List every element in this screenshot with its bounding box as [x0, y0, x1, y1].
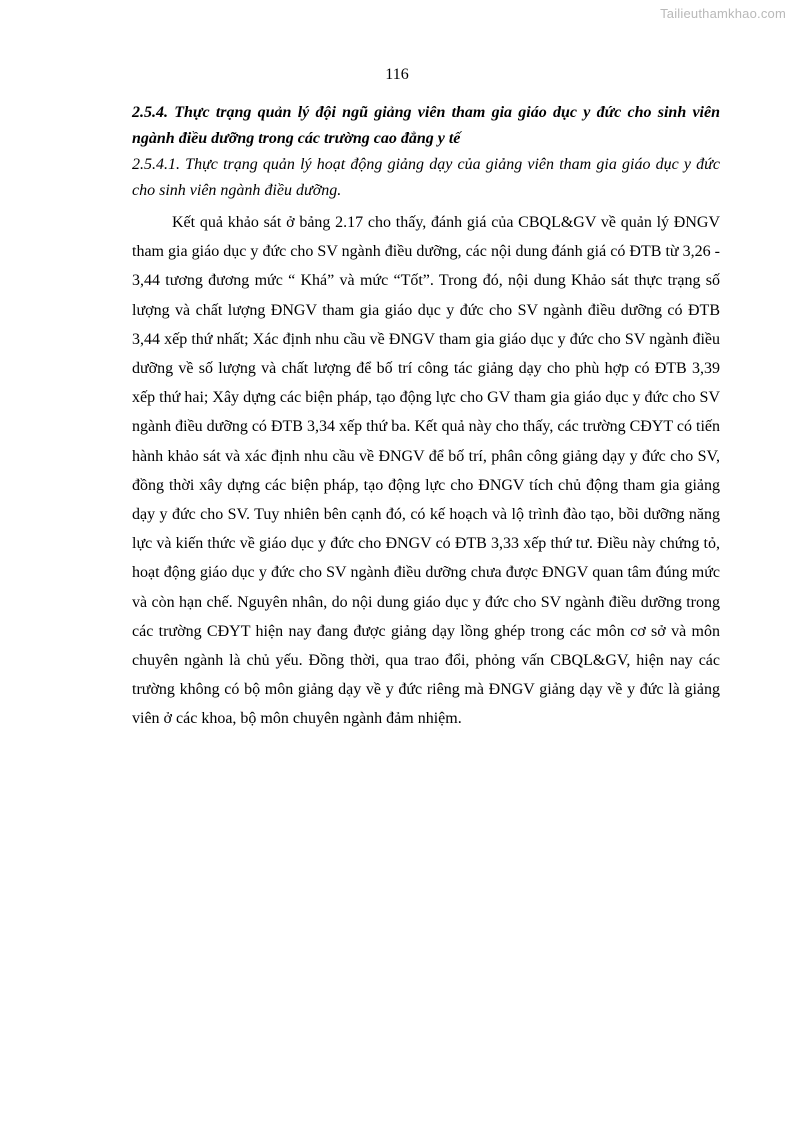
subsection-heading: 2.5.4.1. Thực trạng quản lý hoạt động giảng dạy của giảng viên tham gia giáo dục y đức cho sinh viên ngành điều dưỡng. [132, 156, 720, 199]
body-paragraph: Kết quả khảo sát ở bảng 2.17 cho thấy, đánh giá của CBQL&GV về quản lý ĐNGV tham gia giáo dục y đức cho SV ngành điều dưỡng, các nội dung đánh giá có ĐTB từ 3,26 - 3,44 tương đương mức “ Khá” và mức “Tốt”. Trong đó, nội dung Khảo sát thực trạng số lượng và chất lượng ĐNGV tham gia giáo dục y đức cho SV ngành điều dưỡng có ĐTB 3,44 xếp thứ nhất; Xác định nhu cầu về ĐNGV tham gia giáo dục y đức cho SV ngành điều dưỡng về số lượng và chất lượng để bố trí công tác giảng dạy cho phù hợp có ĐTB 3,39 xếp thứ hai; Xây dựng các biện pháp, tạo động lực cho GV tham gia giáo dục y đức cho SV ngành điều dưỡng có ĐTB 3,34 xếp thứ ba. Kết quả này cho thấy, các trường CĐYT có tiến hành khảo sát và xác định nhu cầu về ĐNGV để bố trí, phân công giảng dạy y đức cho SV, đồng thời xây dựng các biện pháp, tạo động lực cho ĐNGV tích chủ động tham gia giảng dạy y đức cho SV. Tuy nhiên bên cạnh đó, có kế hoạch và lộ trình đào tạo, bồi dưỡng năng lực và kiến thức về giáo dục y đức cho ĐNGV có ĐTB 3,33 xếp thứ tư. Điều này chứng tỏ, hoạt động giáo dục y đức cho SV ngành điều dưỡng chưa được ĐNGV quan tâm đúng mức và còn hạn chế. Nguyên nhân, do nội dung giáo dục y đức cho SV ngành điều dưỡng trong các trường CĐYT hiện nay đang được giảng dạy lồng ghép trong các môn cơ sở và môn chuyên ngành là chủ yếu. Đồng thời, qua trao đổi, phỏng vấn CBQL&GV, hiện nay các trường không có bộ môn giảng dạy về y đức riêng mà ĐNGV giảng dạy về y đức là giảng viên ở các khoa, bộ môn chuyên ngành đảm nhiệm. [132, 214, 720, 728]
page-content [132, 100, 720, 734]
page-number: 116 [385, 66, 409, 83]
watermark: Tailieuthamkhao.com [660, 6, 786, 21]
section-heading: 2.5.4. Thực trạng quản lý đội ngũ giảng viên tham gia giáo dục y đức cho sinh viên ngành điều dưỡng trong các trường cao đẳng y tế [132, 104, 720, 147]
